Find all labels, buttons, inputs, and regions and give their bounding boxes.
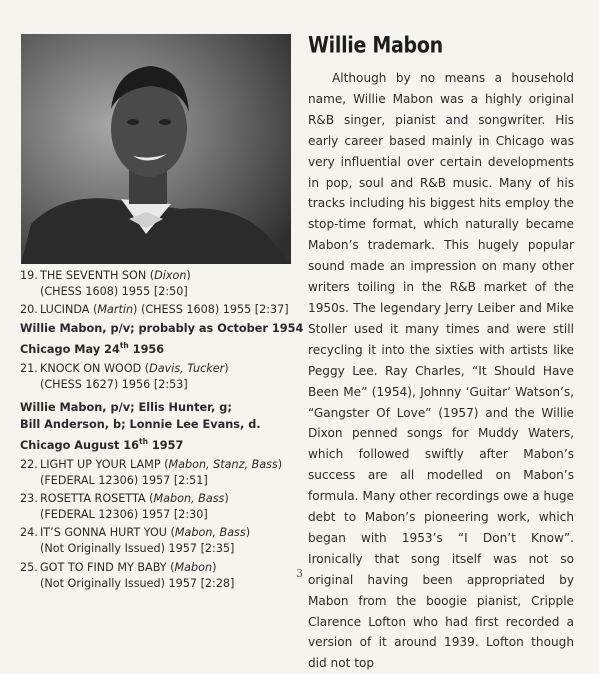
session-info: Willie Mabon, p/v; Ellis Hunter, g; Bill Anderson, b; Lonnie Lee Evans, d. Chicago August 16th 1957 — [20, 401, 261, 452]
track-item: 21. KNOCK ON WOOD (Davis, Tucker) (CHESS 1627) 1956 [2:53] — [20, 362, 229, 392]
page-number: 3 — [296, 567, 303, 580]
track-item: 22. LIGHT UP YOUR LAMP (Mabon, Stanz, Bass) (FEDERAL 12306) 1957 [2:51] — [20, 458, 283, 488]
track-item: 19. THE SEVENTH SON (Dixon) (CHESS 1608) 1955 [2:50] — [20, 269, 191, 299]
session-info: Willie Mabon, p/v; probably as October 1954 Chicago May 24th 1956 — [20, 322, 304, 357]
track-listing — [20, 268, 310, 592]
article-title: Willie Mabon — [308, 33, 443, 59]
artist-photo — [21, 34, 291, 264]
track-item: 25. GOT TO FIND MY BABY (Mabon) (Not Originally Issued) 1957 [2:28] — [20, 560, 235, 590]
article-body: Although by no means a household name, Willie Mabon was a highly original R&B singer, pianist and songwriter. His early career based mainly in Chicago was very influential over certain developments in pop, soul and R&B music. Many of his tracks including his biggest hits employ the stop-time format, which naturally became Mabon’s trademark. This hugely popular sound made an impression on many other writers toiling in the R&B market of the 1950s. The legendary Jerry Leiber and Mike Stoller used it many times and were still recycling it into the sixties with artists like Peggy Lee. Ray Charles, “It Should Have Been Me” (1954), Johnny ‘Guitar’ Watson’s, “Gangster Of Love” (1957) and the Willie Dixon penned songs for Muddy Waters, which followed swiftly after Mabon’s success are all modelled on Mabon’s formula. Many other recordings owe a huge debt to Mabon’s pioneering work, which began with 1953’s “I Don’t Know”. Ironically that song itself was not so original having been appropriated by Mabon from the boogie pianist, Cripple Clarence Lofton who had first recorded a version of it around 1939. Lofton though did not top — [308, 71, 574, 671]
track-item: 23. ROSETTA ROSETTA (Mabon, Bass) (FEDERAL 12306) 1957 [2:30] — [20, 492, 229, 522]
track-item: 24. IT’S GONNA HURT YOU (Mabon, Bass) (Not Originally Issued) 1957 [2:35] — [20, 526, 251, 556]
track-item: 20. LUCINDA (Martin) (CHESS 1608) 1955 [2:37] — [20, 303, 289, 317]
